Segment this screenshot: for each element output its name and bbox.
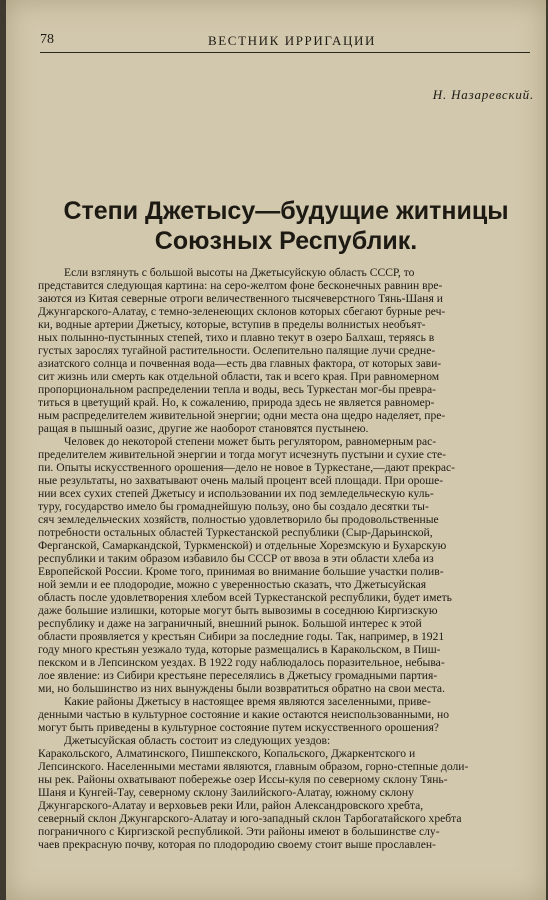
text-line: пограничного с Киргизской республикой. Эти районы имеют в большинстве слу- bbox=[38, 825, 440, 838]
text-line: Европейской России. Кроме того, принимая во внимание большие участки полив- bbox=[38, 565, 444, 578]
text-line: ны рек. Районы охватывают побережье озер Иссы-куля по северному склону Тянь- bbox=[38, 773, 448, 786]
text-line: году много крестьян уезжало туда, которые размещались в Каракольском, в Пиш- bbox=[38, 643, 441, 656]
text-line: могут быть приведены в культурное состояние путем искусственного орошения? bbox=[38, 721, 439, 734]
text-line: пределителем живительной энергии и тогда могут исчезнуть пустыни и сухие сте- bbox=[38, 448, 446, 461]
text-line: Шаня и Кунгей-Тау, северному склону Заилийского-Алатау, южному склону bbox=[38, 786, 414, 799]
text-line: ные результаты, но захватывают очень малый процент всей площади. При ороше- bbox=[38, 474, 444, 487]
text-line: Какие районы Джетысу в настоящее время являются заселенными, приве- bbox=[64, 695, 431, 708]
text-line: Человек до некоторой степени может быть регулятором, равномерным рас- bbox=[64, 435, 437, 448]
text-line: область после удовлетворения хлебом всей Туркестанской республики, будет иметь bbox=[38, 591, 452, 604]
text-line: Каракольского, Алматинского, Пишпекского, Копальского, Джаркентского и bbox=[38, 747, 416, 760]
text-line: заются из Китая северные отроги величественного тысячеверстного Тянь-Шаня и bbox=[38, 292, 443, 305]
text-line: Джетысуйская область состоит из следующих уездов: bbox=[64, 734, 331, 747]
author-name: Н. Назаревский. bbox=[432, 87, 534, 102]
text-line: Лепсинского. Населенными местами являются, главным образом, горно-степные доли- bbox=[38, 760, 469, 773]
text-line: густых зарослях тугайной растительности. Ослепительно палящие лучи средне- bbox=[38, 344, 436, 357]
text-line: пропорциональном распределении тепла и воды, весь Туркестан мог-бы превра- bbox=[38, 383, 437, 396]
text-line: ной земли и ее плодородие, можно с уверенностью сказать, что Джетысуйская bbox=[38, 578, 427, 591]
text-line: Если взглянуть с большой высоты на Джетысуйскую область СССР, то bbox=[64, 266, 415, 279]
text-line: пекском и в Лепсинском уездах. В 1922 году наблюдалось поразительное, небыва- bbox=[38, 656, 445, 669]
text-line: республику и даже на заграничный, внешний рынок. Большой интерес к этой bbox=[38, 617, 422, 630]
text-line: азиатского солнца и почвенная вода—есть два главных фактора, от которых зави- bbox=[38, 357, 442, 370]
text-line: Джунгарского-Алатау, с темно-зеленеющих склонов которых сбегают бурные реч- bbox=[38, 305, 446, 318]
text-line: представится следующая картина: на серо-желтом фоне бесконечных равнин вре- bbox=[38, 279, 443, 292]
text-line: потребности остальных областей Туркестанской республики (Сыр-Дарьинской, bbox=[38, 526, 433, 539]
text-line: сяч земледельческих хозяйств, полностью удовлетворило бы продовольственные bbox=[38, 513, 439, 526]
text-line: нии всех сухих степей Джетысу и использовании их под земледельческую куль- bbox=[38, 487, 434, 500]
text-line: республики и таким образом избавило бы СССР от ввоза в эти области хлеба из bbox=[38, 552, 434, 565]
text-line: области проявляется у крестьян Сибири за последние годы. Так, например, в 1921 bbox=[38, 630, 445, 643]
page-number: 78 bbox=[40, 32, 54, 47]
article-title bbox=[36, 196, 536, 256]
text-line: северный склон Джунгарского-Алатау и юго-западный склон Тарбогатайского хребта bbox=[38, 812, 462, 825]
text-line: Ферганской, Самаркандской, Туркменской) и отдельные Хорезмскую и Бухарскую bbox=[38, 539, 447, 552]
text-line: даже большие излишки, которые могут быть вывозимы в соседнюю Киргизскую bbox=[38, 604, 438, 617]
title-line: Степи Джетысу—будущие житницы bbox=[63, 197, 509, 225]
running-header bbox=[40, 30, 530, 53]
text-line: ным распределителем живительной энергии; одни места она щедро наделяет, пре- bbox=[38, 409, 446, 422]
title-line: Союзных Республик. bbox=[154, 227, 418, 255]
text-line: ми, но большинство из них вынуждены были возвратиться обратно на свои места. bbox=[38, 682, 445, 695]
text-line: ки, водные артерии Джетысу, которые, вступив в пределы волнистых необъят- bbox=[38, 318, 426, 331]
text-line: лое явление: из Сибири крестьяне переселялись в Джетысу громадными партия- bbox=[38, 669, 438, 682]
text-line: чаев прекрасную почву, которая по плодородию своему стоит выше прославлен- bbox=[38, 838, 436, 851]
text-line: титься в цветущий край. Но, к сожалению, природа здесь не является равномер- bbox=[38, 396, 435, 409]
text-line: туру, государство имело бы громаднейшую пользу, оно бы создало десятки ты- bbox=[38, 500, 429, 513]
journal-page bbox=[6, 0, 546, 900]
text-line: денными частью в культурное состояние и какие остаются неиспользованными, но bbox=[38, 708, 450, 721]
text-line: Джунгарского-Алатау и верховьев реки Или, район Александровского хребта, bbox=[38, 799, 424, 812]
text-line: пи. Опыты искусственного орошения—дело не новое в Туркестане,—дают прекрас- bbox=[38, 461, 456, 474]
text-line: ращая в пышный оазис, другие же наоборот становятся пустынею. bbox=[38, 422, 369, 435]
article-body bbox=[38, 266, 546, 851]
text-line: сит жизнь или смерть как отдельной области, так и всего края. При равномерном bbox=[38, 370, 440, 383]
journal-title: ВЕСТНИК ИРРИГАЦИИ bbox=[208, 33, 377, 48]
text-line: ных полынно-пустынных степей, тихо и плавно текут в озеро Балхаш, теряясь в bbox=[38, 331, 435, 344]
